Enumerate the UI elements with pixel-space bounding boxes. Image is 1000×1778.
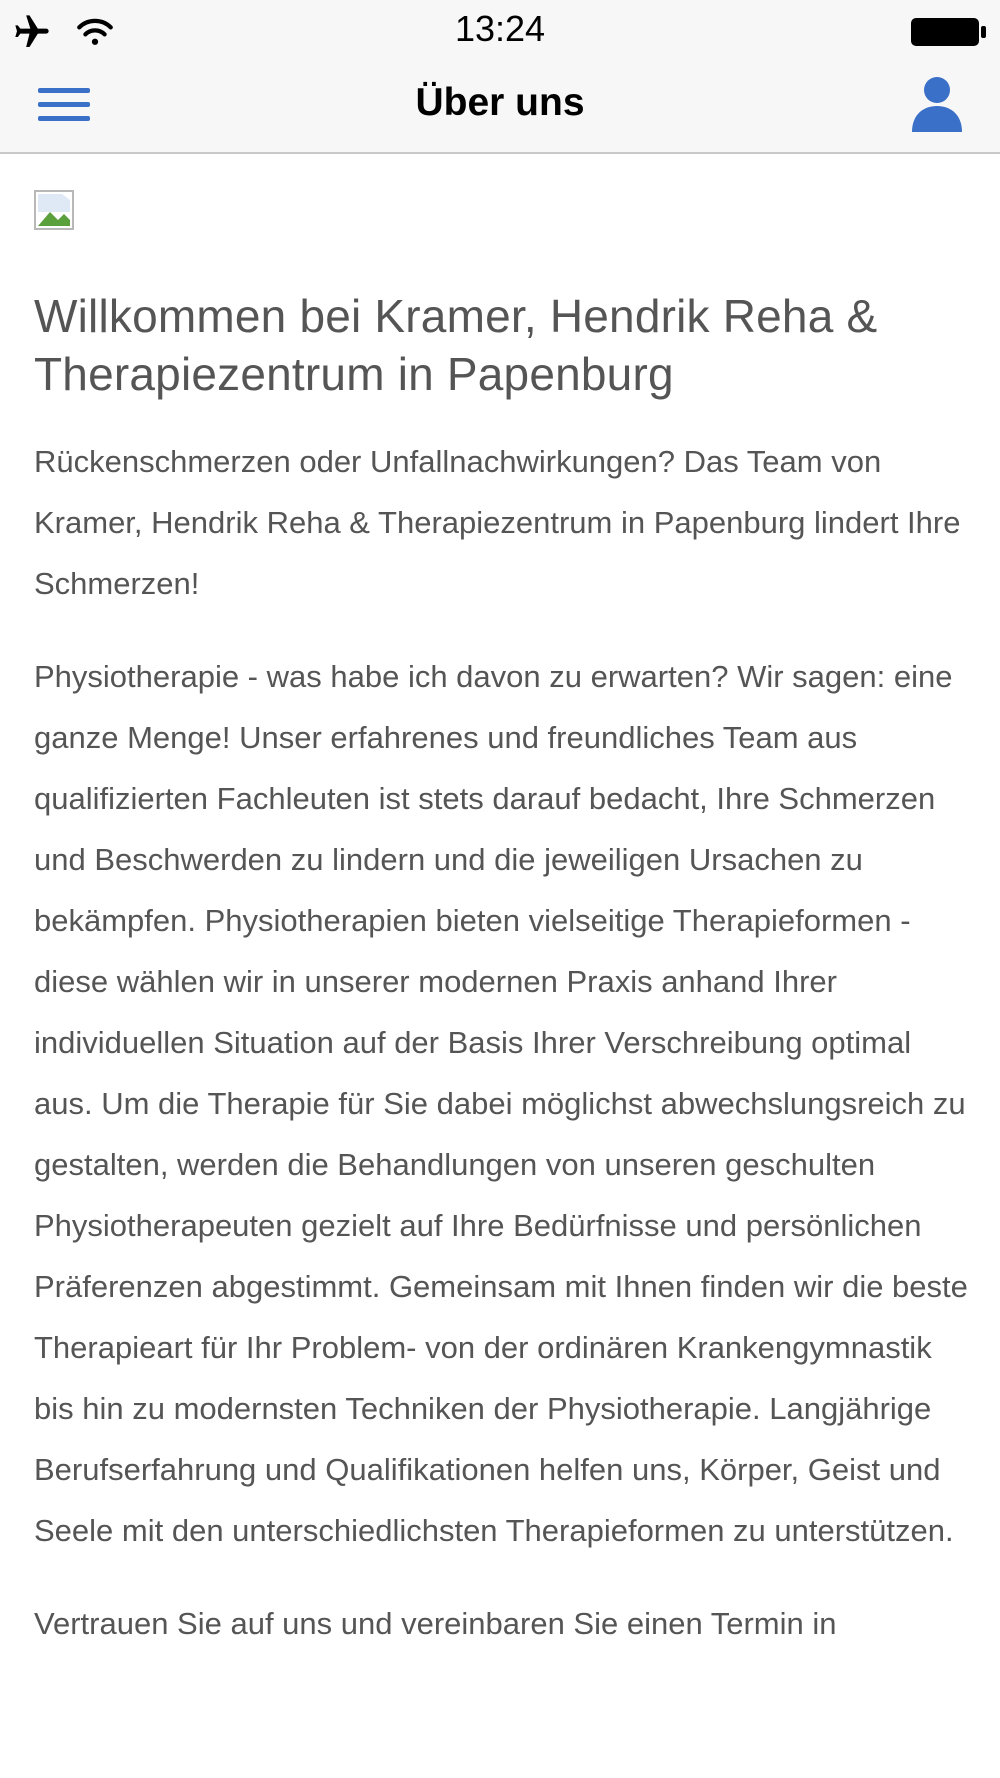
- status-bar: [0, 0, 1000, 62]
- welcome-heading: Willkommen bei Kramer, Hendrik Reha & Therapiezentrum in Papenburg: [34, 290, 878, 400]
- main-content: [34, 190, 974, 1686]
- battery-icon: [910, 16, 988, 48]
- status-time: 13:24: [454, 8, 546, 49]
- broken-image-icon: [34, 190, 74, 230]
- intro-paragraph: Rückenschmerzen oder Unfallnachwirkungen? Das Team von Kramer, Hendrik Reha & Therapiezentrum in Papenburg lindert Ihre Schmerzen!: [34, 444, 961, 601]
- physiotherapy-paragraph: Physiotherapie - was habe ich davon zu erwarten? Wir sagen: eine ganze Menge! Unser erfahrenes und freundliches Team aus qualifizierten Fachleuten ist stets darauf bedacht, Ihre Schmerzen und Beschwerden zu lindern und die jeweiligen Ursachen zu bekämpfen. Physiotherapien bieten vielseitige Therapieformen - diese wählen wir in unserer modernen Praxis anhand Ihrer individuellen Situation auf der Basis Ihrer Verschreibung optimal aus. Um die Therapie für Sie dabei möglichst abwechslungsreich zu gestalten, werden die Behandlungen von unseren geschulten Physiotherapeuten gezielt auf Ihre Bedürfnisse und persönlichen Präferenzen abgestimmt. Gemeinsam mit Ihnen finden wir die beste Therapieart für Ihr Problem- von der ordinären Krankengymnastik bis hin zu modernsten Techniken der Physiotherapie. Langjährige Berufserfahrung und Qualifikationen helfen uns, Körper, Geist und Seele mit den unterschiedlichsten Therapieformen zu unterstützen.: [34, 659, 968, 1548]
- user-icon[interactable]: [904, 70, 970, 136]
- nav-bar: [0, 62, 1000, 154]
- appointment-paragraph: Vertrauen Sie auf uns und vereinbaren Sie einen Termin in: [34, 1606, 837, 1641]
- page-title: Über uns: [415, 81, 585, 124]
